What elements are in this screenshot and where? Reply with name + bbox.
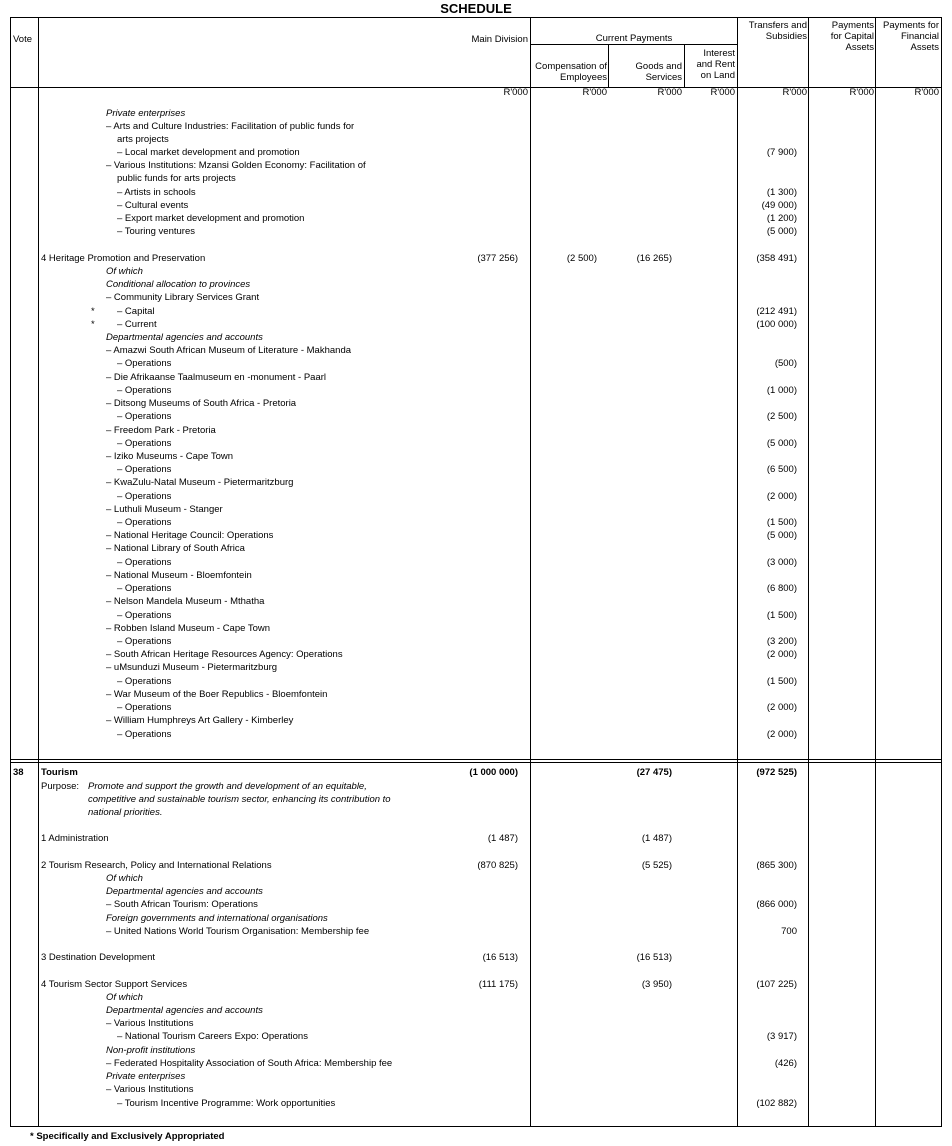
row-label: public funds for arts projects bbox=[117, 173, 236, 184]
amount-tr: (1 000) bbox=[766, 385, 797, 396]
unit-capital: R'000 bbox=[849, 87, 874, 98]
amount-tr: (2 500) bbox=[766, 411, 797, 422]
row-label: – Operations bbox=[117, 491, 172, 502]
current-payments-rule bbox=[530, 44, 737, 45]
vote-number: 38 bbox=[13, 767, 24, 778]
amount-tr: (1 500) bbox=[766, 610, 797, 621]
header-vote: Vote bbox=[13, 34, 33, 45]
amount-tr: 700 bbox=[781, 926, 797, 937]
row-label: – Operations bbox=[117, 729, 172, 740]
row-label: – South African Heritage Resources Agency: Operations bbox=[106, 649, 343, 660]
col-line-capital bbox=[875, 18, 876, 1126]
row-label: – Operations bbox=[117, 517, 172, 528]
row-label: 4 Heritage Promotion and Preservation bbox=[41, 253, 206, 264]
amount-tr: (2 000) bbox=[766, 702, 797, 713]
row-label: – Operations bbox=[117, 702, 172, 713]
row-label: Purpose: bbox=[41, 781, 80, 792]
header-compensation: Compensation of Employees bbox=[535, 61, 607, 83]
row-label: – Freedom Park - Pretoria bbox=[106, 425, 216, 436]
row-label: – Operations bbox=[117, 385, 172, 396]
amount-tr: (212 491) bbox=[756, 306, 797, 317]
row-label: – South African Tourism: Operations bbox=[106, 899, 258, 910]
row-label: – Operations bbox=[117, 438, 172, 449]
vote-separator-rule bbox=[11, 759, 941, 760]
row-label: – Export market development and promotion bbox=[117, 213, 305, 224]
amount-tr: (6 500) bbox=[766, 464, 797, 475]
amount-tr: (102 882) bbox=[756, 1098, 797, 1109]
row-label: – Touring ventures bbox=[117, 226, 195, 237]
amount-goods: (16 265) bbox=[636, 253, 672, 264]
row-label: – Various Institutions: Mzansi Golden Economy: Facilitation of bbox=[106, 160, 366, 171]
unit-transfers: R'000 bbox=[782, 87, 807, 98]
row-label: – uMsunduzi Museum - Pietermaritzburg bbox=[106, 662, 278, 673]
row-label: 1 Administration bbox=[41, 833, 109, 844]
amount-tr: (2 000) bbox=[766, 729, 797, 740]
row-label: – Arts and Culture Industries: Facilitation of public funds for bbox=[106, 121, 355, 132]
row-label: arts projects bbox=[117, 134, 169, 145]
amount-tr: (7 900) bbox=[766, 147, 797, 158]
row-label: – National Heritage Council: Operations bbox=[106, 530, 274, 541]
amount-md: (1 487) bbox=[487, 833, 518, 844]
row-label: – Iziko Museums - Cape Town bbox=[106, 451, 234, 462]
row-label: – Luthuli Museum - Stanger bbox=[106, 504, 223, 515]
col-line-vote bbox=[38, 18, 39, 1126]
col-line-comp bbox=[608, 44, 609, 88]
row-label: – Robben Island Museum - Cape Town bbox=[106, 623, 271, 634]
row-label: Non-profit institutions bbox=[106, 1045, 196, 1056]
row-label: – Operations bbox=[117, 583, 172, 594]
row-label: – Nelson Mandela Museum - Mthatha bbox=[106, 596, 265, 607]
amount-tr: (1 200) bbox=[766, 213, 797, 224]
amount-md: (870 825) bbox=[477, 860, 518, 871]
col-line-transfers bbox=[808, 18, 809, 1126]
row-label: – Die Afrikaanse Taalmuseum en -monument - Paarl bbox=[106, 372, 327, 383]
header-main-division: Main Division bbox=[471, 34, 528, 45]
unit-financial: R'000 bbox=[914, 87, 939, 98]
row-label: – National Tourism Careers Expo: Operations bbox=[117, 1031, 308, 1042]
row-label: – National Museum - Bloemfontein bbox=[106, 570, 252, 581]
appropriation-star: * bbox=[91, 306, 95, 317]
row-label: – Federated Hospitality Association of South Africa: Membership fee bbox=[106, 1058, 393, 1069]
amount-tr: (3 917) bbox=[766, 1031, 797, 1042]
unit-main: R'000 bbox=[503, 87, 528, 98]
col-line-goods bbox=[684, 44, 685, 88]
amount-tr: (5 000) bbox=[766, 530, 797, 541]
row-label: 3 Destination Development bbox=[41, 952, 156, 963]
amount-tr: (972 525) bbox=[756, 767, 797, 778]
row-label: Departmental agencies and accounts bbox=[106, 332, 263, 343]
header-interest: Interest and Rent on Land bbox=[696, 48, 735, 81]
amount-tr: (49 000) bbox=[761, 200, 797, 211]
amount-goods: (1 487) bbox=[641, 833, 672, 844]
header-current-payments: Current Payments bbox=[595, 33, 673, 44]
header-transfers: Transfers and Subsidies bbox=[748, 20, 807, 42]
col-line-desc bbox=[530, 18, 531, 1126]
row-label: – KwaZulu-Natal Museum - Pietermaritzburg bbox=[106, 477, 294, 488]
row-label: – Various Institutions bbox=[106, 1084, 194, 1095]
row-label: – United Nations World Tourism Organisation: Membership fee bbox=[106, 926, 370, 937]
amount-tr: (107 225) bbox=[756, 979, 797, 990]
row-label: – Community Library Services Grant bbox=[106, 292, 260, 303]
col-line-main bbox=[737, 18, 738, 1126]
row-label: – Local market development and promotion bbox=[117, 147, 300, 158]
header-capital: Payments for Capital Assets bbox=[830, 20, 874, 53]
amount-tr: (1 500) bbox=[766, 517, 797, 528]
amount-tr: (3 200) bbox=[766, 636, 797, 647]
vote-separator-rule-2 bbox=[11, 762, 941, 763]
amount-tr: (1 300) bbox=[766, 187, 797, 198]
row-label: Private enterprises bbox=[106, 108, 186, 119]
amount-tr: (2 000) bbox=[766, 649, 797, 660]
row-label: Tourism bbox=[41, 767, 78, 778]
row-label: national priorities. bbox=[88, 807, 163, 818]
row-label: – Cultural events bbox=[117, 200, 189, 211]
amount-goods: (3 950) bbox=[641, 979, 672, 990]
row-label: Conditional allocation to provinces bbox=[106, 279, 251, 290]
page-title: SCHEDULE bbox=[440, 1, 512, 16]
appropriation-star: * bbox=[91, 319, 95, 330]
amount-goods: (16 513) bbox=[636, 952, 672, 963]
amount-tr: (866 000) bbox=[756, 899, 797, 910]
amount-tr: (1 500) bbox=[766, 676, 797, 687]
amount-tr: (865 300) bbox=[756, 860, 797, 871]
amount-md: (377 256) bbox=[477, 253, 518, 264]
row-label: Of which bbox=[106, 266, 143, 277]
row-label: – Operations bbox=[117, 411, 172, 422]
row-label: – Operations bbox=[117, 636, 172, 647]
schedule-table bbox=[10, 17, 942, 1127]
amount-md: (111 175) bbox=[478, 979, 518, 990]
amount-tr: (358 491) bbox=[756, 253, 797, 264]
amount-tr: (500) bbox=[774, 358, 797, 369]
amount-tr: (6 800) bbox=[766, 583, 797, 594]
row-label: – Artists in schools bbox=[117, 187, 196, 198]
amount-goods: (5 525) bbox=[641, 860, 672, 871]
row-label: – War Museum of the Boer Republics - Bloemfontein bbox=[106, 689, 328, 700]
row-label: – Operations bbox=[117, 557, 172, 568]
row-label: – Operations bbox=[117, 610, 172, 621]
row-label: Foreign governments and international organisations bbox=[106, 913, 328, 924]
row-label: – National Library of South Africa bbox=[106, 543, 245, 554]
amount-goods: (27 475) bbox=[636, 767, 672, 778]
header-goods: Goods and Services bbox=[635, 61, 682, 83]
row-label: – Operations bbox=[117, 676, 172, 687]
amount-tr: (3 000) bbox=[766, 557, 797, 568]
row-label: – Various Institutions bbox=[106, 1018, 194, 1029]
row-label: Of which bbox=[106, 873, 143, 884]
amount-tr: (5 000) bbox=[766, 226, 797, 237]
row-label: – Amazwi South African Museum of Literature - Makhanda bbox=[106, 345, 352, 356]
row-label: – Operations bbox=[117, 358, 172, 369]
amount-md: (1 000 000) bbox=[469, 767, 518, 778]
amount-comp: (2 500) bbox=[566, 253, 597, 264]
row-label: – Capital bbox=[117, 306, 155, 317]
amount-tr: (426) bbox=[774, 1058, 797, 1069]
row-label: competitive and sustainable tourism sector, enhancing its contribution to bbox=[88, 794, 391, 805]
unit-goods: R'000 bbox=[657, 87, 682, 98]
row-label: Departmental agencies and accounts bbox=[106, 886, 263, 897]
amount-tr: (100 000) bbox=[756, 319, 797, 330]
row-label: 4 Tourism Sector Support Services bbox=[41, 979, 188, 990]
amount-tr: (5 000) bbox=[766, 438, 797, 449]
row-label: – Tourism Incentive Programme: Work opportunities bbox=[117, 1098, 336, 1109]
row-label: – William Humphreys Art Gallery - Kimberley bbox=[106, 715, 294, 726]
amount-md: (16 513) bbox=[482, 952, 518, 963]
row-label: Promote and support the growth and development of an equitable, bbox=[88, 781, 367, 792]
row-label: – Ditsong Museums of South Africa - Pretoria bbox=[106, 398, 297, 409]
footnote: * Specifically and Exclusively Appropriated bbox=[30, 1131, 225, 1142]
unit-interest: R'000 bbox=[710, 87, 735, 98]
row-label: Private enterprises bbox=[106, 1071, 186, 1082]
row-label: Of which bbox=[106, 992, 143, 1003]
row-label: – Current bbox=[117, 319, 157, 330]
row-label: 2 Tourism Research, Policy and International Relations bbox=[41, 860, 272, 871]
header-financial: Payments for Financial Assets bbox=[883, 20, 939, 53]
unit-comp: R'000 bbox=[582, 87, 607, 98]
row-label: Departmental agencies and accounts bbox=[106, 1005, 263, 1016]
row-label: – Operations bbox=[117, 464, 172, 475]
amount-tr: (2 000) bbox=[766, 491, 797, 502]
